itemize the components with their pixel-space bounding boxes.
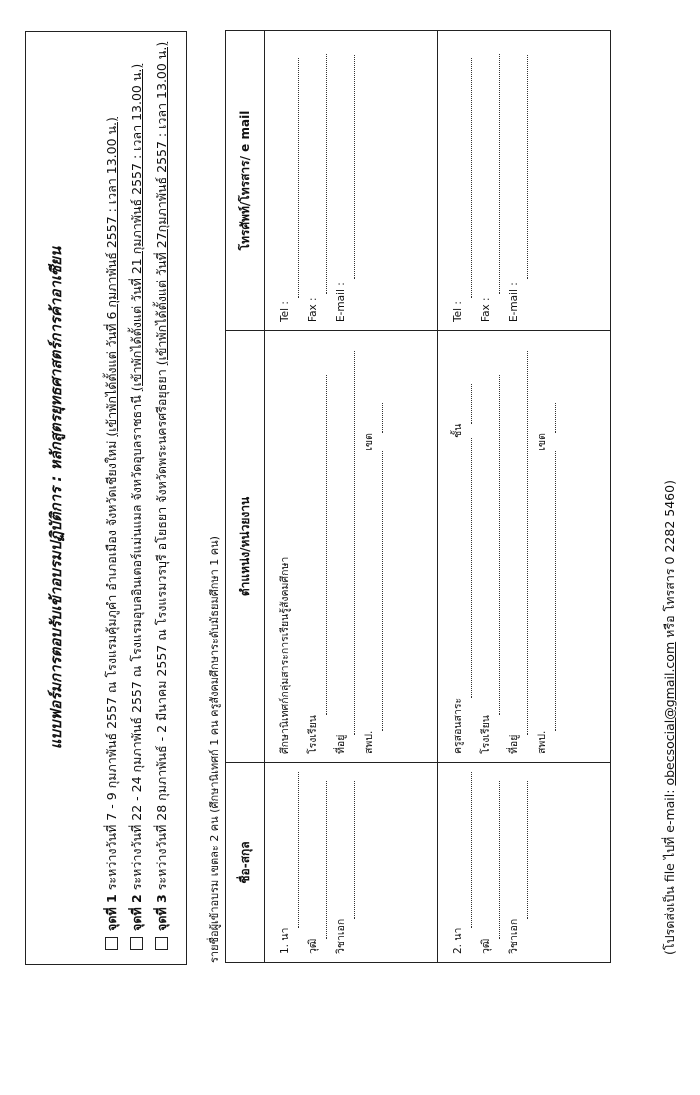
major-field[interactable]: วิชาเอก	[327, 771, 355, 954]
location-option-3[interactable]	[152, 42, 172, 950]
school-field[interactable]: โรงเรียน	[472, 339, 500, 754]
name-cell	[438, 763, 611, 963]
location-point: จุดที่ 1	[104, 894, 119, 931]
footer-prefix: (โปรดส่งเป็น file ไปที่ e-mail:	[662, 789, 677, 955]
location-option-2[interactable]	[127, 64, 147, 950]
location-text: ระหว่างวันที่ 22 - 24 กุมภาพันธ์ 2557 ณ โรงแรมอุบลอินเตอร์แม่นแมล จังหวัดอุบลราชธานี	[129, 395, 144, 891]
header-position: ตำแหน่ง/หน่วยงาน	[226, 331, 265, 763]
contact-cell	[265, 31, 438, 331]
form-title: แบบฟอร์มการตอบรับเข้าอบรมปฏิบัติการ : หลักสูตรยุทธศาสตร์การค้าอาเซียน	[47, 246, 65, 750]
school-field[interactable]: โรงเรียน	[299, 339, 327, 754]
checkbox-icon[interactable]	[155, 937, 168, 950]
location-text: ระหว่างวันที่ 28 กุมภาพันธ์ - 2 มีนาคม 2557 ณ โรงแรมวรบุรี อโยธยา จังหวัดพระนครศรีอยุธยา	[154, 369, 169, 891]
name-cell	[265, 763, 438, 963]
fax-field[interactable]: Fax :	[472, 39, 500, 322]
address-field[interactable]: ที่อยู่	[500, 339, 528, 754]
subject-field[interactable]: ครูสอนสาระชั้น	[444, 339, 472, 754]
location-point: จุดที่ 2	[129, 894, 144, 931]
location-note: (เข้าพักได้ตั้งแต่ วันที่ 21 กุมภาพันธ์ 2557 : เวลา 13.00 น.)	[129, 63, 144, 392]
degree-field[interactable]: วุฒิ	[299, 771, 327, 954]
table-header-row	[226, 31, 265, 963]
header-box	[25, 31, 187, 965]
address-field[interactable]: ที่อยู่	[327, 339, 355, 754]
name-field[interactable]: 2. นา	[444, 771, 472, 954]
email-field[interactable]: E-mail :	[500, 39, 528, 322]
header-contact: โทรศัพท์/โทรสาร/ e mail	[226, 31, 265, 331]
district-field[interactable]: สพป.เขต	[528, 339, 556, 754]
tel-field[interactable]: Tel :	[444, 39, 472, 322]
district-field[interactable]: สพป.เขต	[355, 339, 383, 754]
checkbox-icon[interactable]	[105, 937, 118, 950]
tel-field[interactable]: Tel :	[271, 39, 299, 322]
position-text: ศึกษานิเทศก์กลุ่มสาระการเรียนรู้สังคมศึกษา	[279, 556, 291, 754]
participant-note: รายชื่อผู้เข้าอบรม เขตละ 2 คน (ศึกษานิเทศก์ 1 คน ครูสังคมศึกษาระดับมัธยมศึกษา 1 คน)	[208, 536, 221, 963]
location-option-1[interactable]	[102, 117, 122, 950]
fax-field[interactable]: Fax :	[299, 39, 327, 322]
footer-suffix: หรือ โทรสาร 0 2282 5460)	[662, 480, 677, 638]
registration-table	[225, 30, 611, 963]
major-field[interactable]: วิชาเอก	[500, 771, 528, 954]
location-point: จุดที่ 3	[154, 894, 169, 931]
email-field[interactable]: E-mail :	[327, 39, 355, 322]
location-note: (เข้าพักได้ตั้งแต่ วันที่ 27กุมภาพันธ์ 2557 : เวลา 13.00 น.)	[154, 41, 169, 366]
checkbox-icon[interactable]	[130, 937, 143, 950]
location-text: ระหว่างวันที่ 7 - 9 กุมภาพันธ์ 2557 ณ โรงแรมคุ้มภูคำ อำเภอเมือง จังหวัดเชียงใหม่	[104, 440, 119, 891]
footer-email-link[interactable]: obecsocial@gmail.com	[662, 641, 677, 786]
location-note: (เข้าพักได้ตั้งแต่ วันที่ 6 กุมภาพันธ์ 2557 : เวลา 13.00 น.)	[104, 117, 119, 437]
footer-note	[660, 480, 680, 955]
position-cell	[438, 331, 611, 763]
name-field[interactable]: 1. นา	[271, 771, 299, 954]
table-row	[438, 31, 611, 963]
degree-field[interactable]: วุฒิ	[472, 771, 500, 954]
table-row	[265, 31, 438, 963]
contact-cell	[438, 31, 611, 331]
position-cell	[265, 331, 438, 763]
header-name: ชื่อ-สกุล	[226, 763, 265, 963]
